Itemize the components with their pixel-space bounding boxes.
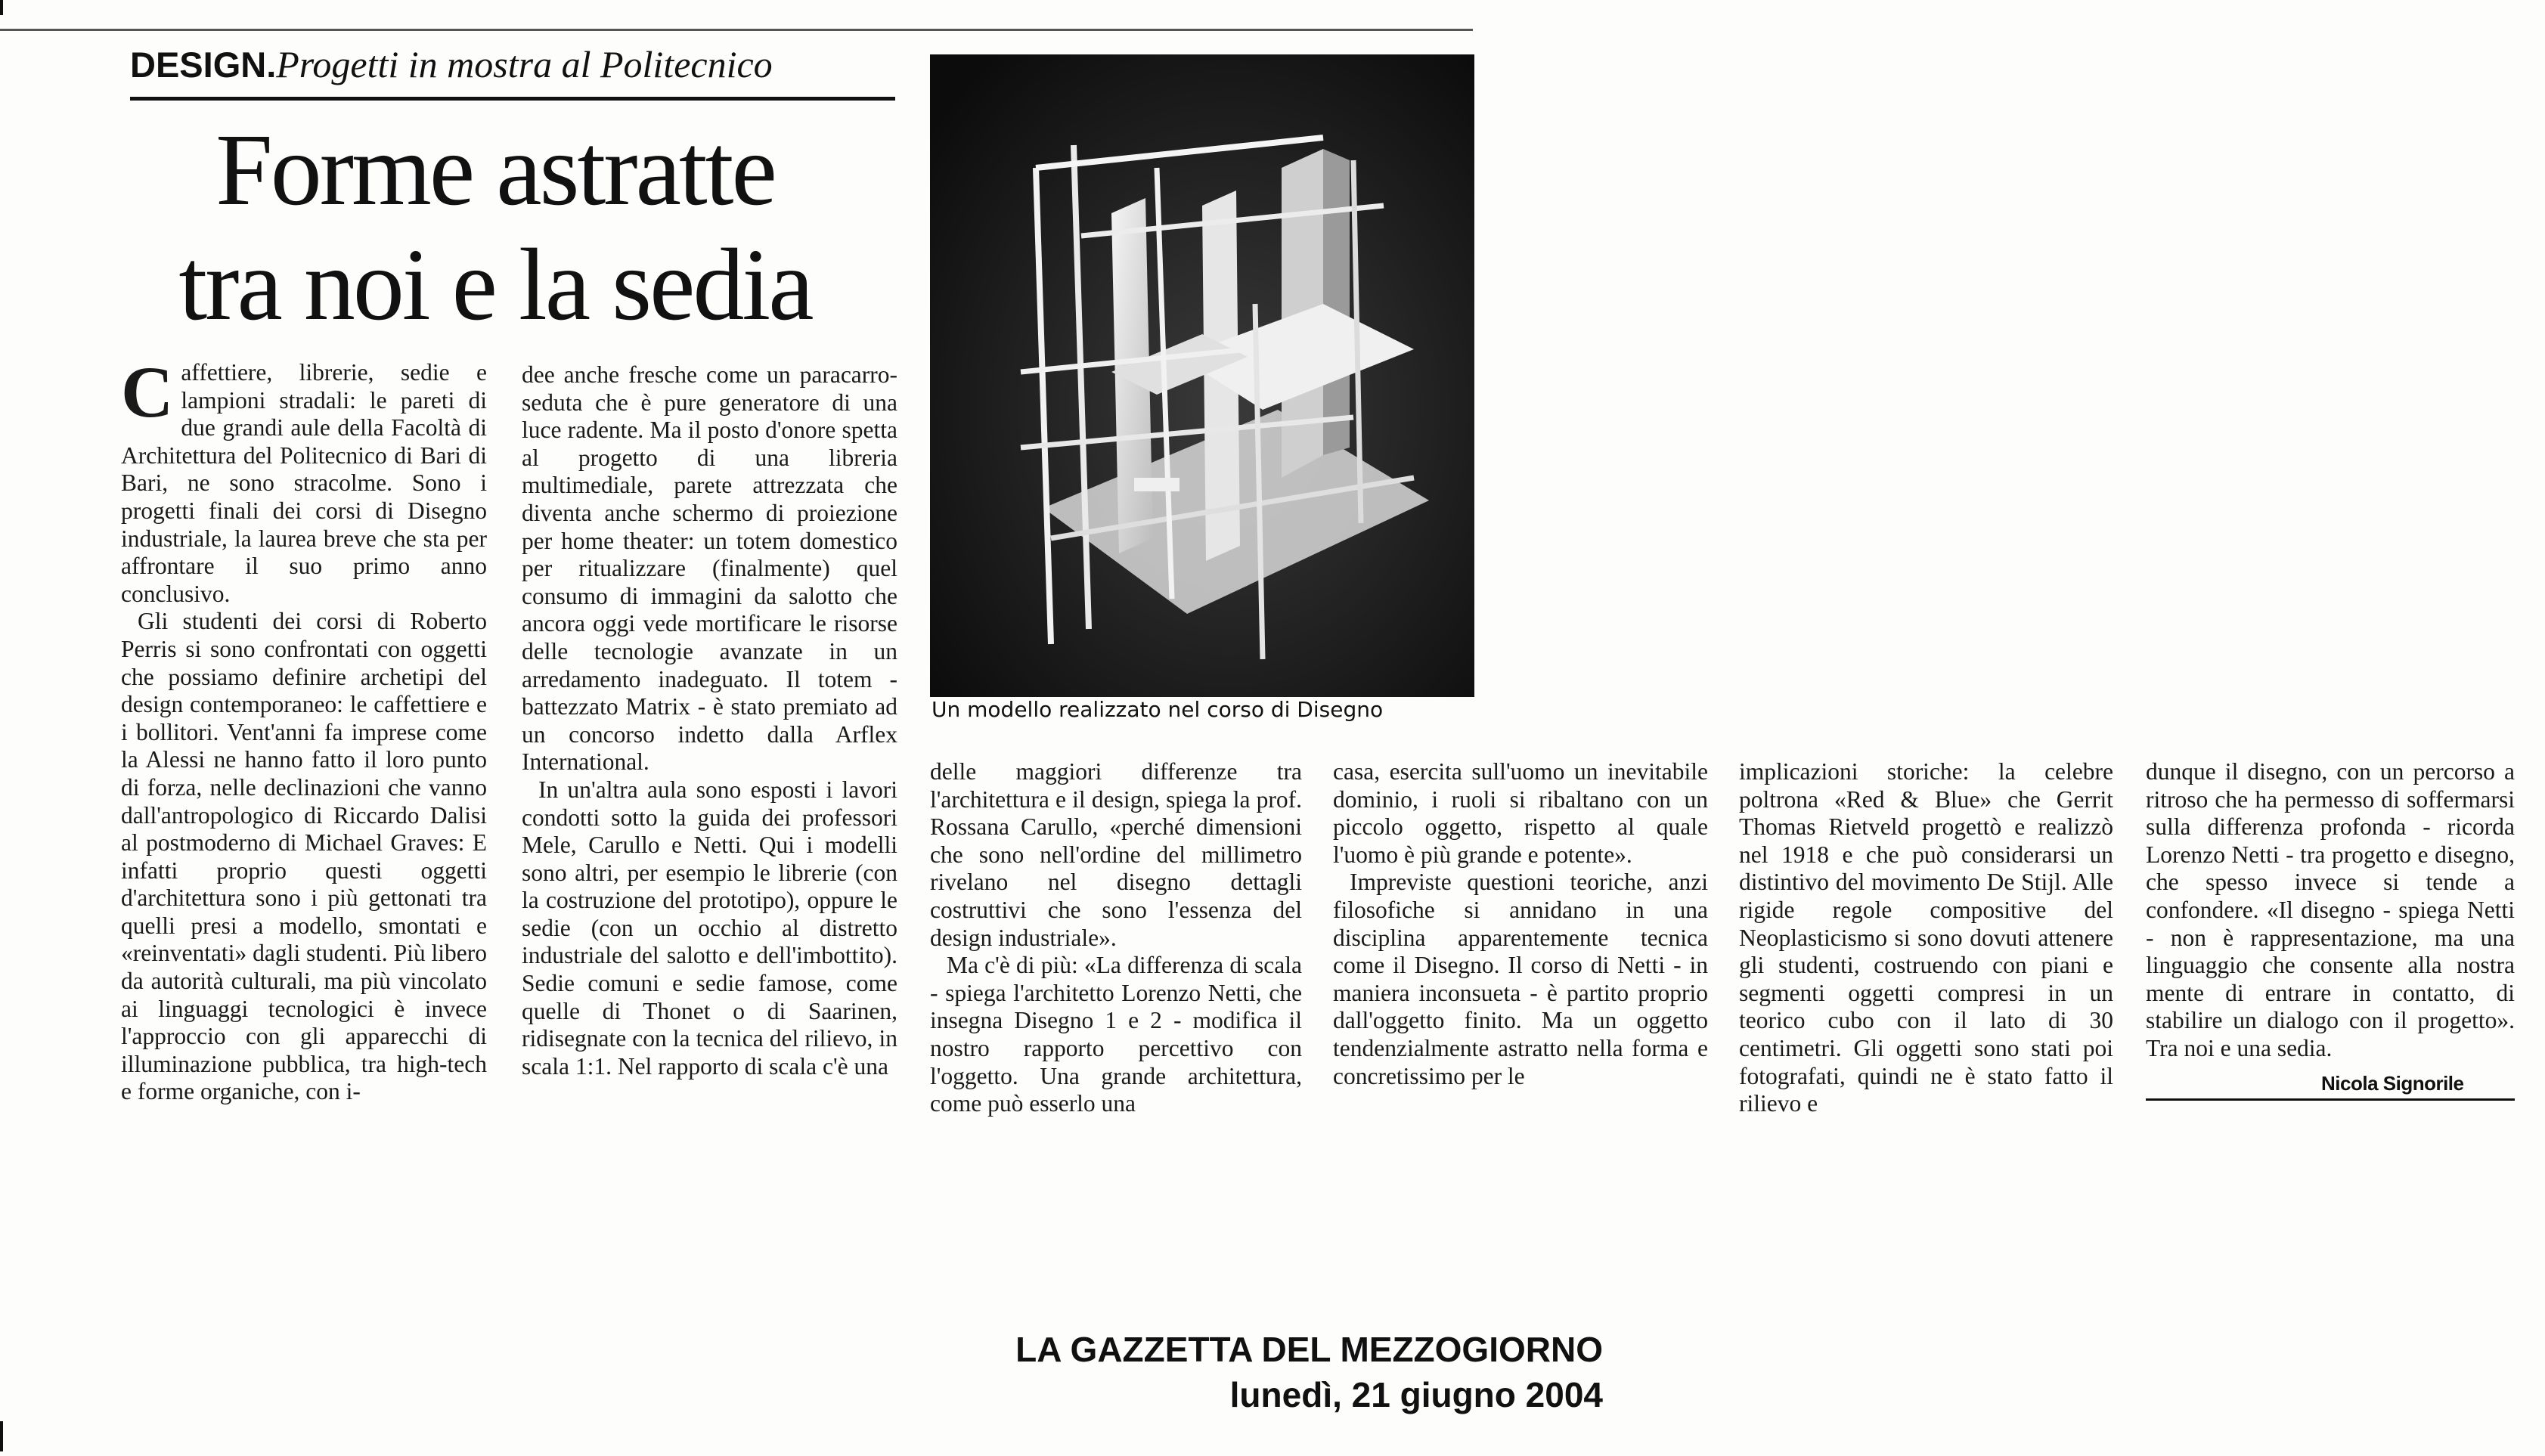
newspaper-name: LA GAZZETTA DEL MEZZOGIORNO [1015, 1330, 1603, 1369]
photo-caption: Un modello realizzato nel corso di Disegno [932, 697, 1384, 722]
kicker-subtitle: Progetti in mostra al Politecnico [276, 43, 773, 85]
paragraph-1-text: affettiere, librerie, sedie e lampioni stradali: le pareti di due grandi aule della Facoltà di Architettura del Politecnico di Bari di Bari, ne sono stracolme. Sono i progetti finali dei corsi di Disegno industriale, la laurea breve che sta per affrontare il suo primo anno conclusivo. [121, 359, 487, 607]
abstract-chair-model-image [930, 54, 1474, 697]
left-edge-mark [0, 0, 3, 15]
paragraph-4: In un'altra aula sono esposti i lavori condotti sotto la guida dei professori Mele, Carullo e Netti. Qui i modelli sono altri, per esempio le librerie (con la costruzione del prototipo), oppure le sedie (con un occhio al distretto industriale del salotto e dell'imbottito). Sedie comuni e sedie famose, come quelle di Thonet o di Saarinen, ridisegnate con la tecnica del rilievo, in scala 1:1. Nel rapporto di scala c'è una [522, 776, 897, 1080]
article-column-2 [522, 361, 897, 1080]
paragraph-3: dee anche fresche come un paracarro-seduta che è pure generatore di una luce radente. Ma il posto d'onore spetta al progetto di una libreria multimediale, parete attrezzata che diventa anche schermo di proiezione per home theater: un totem domestico per ritualizzare (finalmente) quel consumo di immagini da salotto che ancora oggi vede mortificare le risorse delle tecnologie avanzate in un arredamento inadeguato. Il totem - battezzato Matrix - è stato premiato ad un concorso indetto dalla Arflex International. [522, 361, 897, 776]
paragraph-10: dunque il disegno, con un percorso a ritroso che ha permesso di soffermarsi sulla differenza profonda - ricorda Lorenzo Netti - tra progetto e disegno, che spesso invece si tende a confondere. «Il disegno - spiega Netti - non è rappresentazione, ma una linguaggio che consente alla nostra mente di entrare in contatto, di stabilire un dialogo con il progetto». Tra noi e una sedia. [2146, 758, 2515, 1061]
article-photo [930, 54, 1474, 697]
kicker-section: DESIGN. [130, 45, 277, 85]
paragraph-7: casa, esercita sull'uomo un inevitabile dominio, i ruoli si ribaltano con un piccolo oggetto, rispetto al quale l'uomo è più grande e potente». [1333, 758, 1708, 868]
article-column-3 [930, 758, 1302, 1118]
paragraph-2: Gli studenti dei corsi di Roberto Perris si sono confrontati con oggetti che possiamo definire archetipi del design contemporaneo: le caffettiere e i bollitori. Vent'anni fa imprese come la Alessi ne hanno fatto il loro punto di forza, nelle declinazioni che vanno dall'antropologico di Riccardo Dalisi al postmoderno di Michael Graves: E infatti proprio questi oggetti d'architettura sono i più gettonati tra quelli presi a modello, smontati e «reinventati» dagli studenti. Più libero da autorità culturali, ma più vincolato ai linguaggi tecnologici è invece l'approccio con gli apparecchi di illuminazione pubblica, tra high-tech e forme organiche, con i- [121, 608, 487, 1105]
drop-cap: C [121, 352, 174, 432]
paragraph-5: delle maggiori differenze tra l'architettura e il design, spiega la prof. Rossana Carullo, «perché dimensioni che sono nell'ordine del millimetro rivelano nel disegno dettagli costruttivi che sono l'essenza del design industriale». [930, 758, 1302, 951]
byline-rule [2146, 1098, 2515, 1101]
paragraph-6: Ma c'è di più: «La differenza di scala - spiega l'architetto Lorenzo Netti, che insegna Disegno 1 e 2 - modifica il nostro rapporto percettivo con l'oggetto. Una grande architettura, come può esserlo una [930, 952, 1302, 1117]
top-rule [0, 29, 1473, 31]
byline: Nicola Signorile [2321, 1072, 2464, 1095]
article-column-1 [121, 352, 487, 1106]
headline-line-1: Forme astratte [215, 113, 775, 227]
article-column-4 [1333, 758, 1708, 1090]
article-column-5 [1739, 758, 2113, 1118]
left-edge-mark-bottom [0, 1421, 3, 1451]
paragraph-9: implicazioni storiche: la celebre poltrona «Red & Blue» che Gerrit Thomas Rietveld progettò e realizzò nel 1918 e che può considerarsi un distintivo del movimento De Stijl. Alle rigide regole compositive del Neoplasticismo si sono dovuti attenere gli studenti, costruendo con piani e segmenti oggetti compresi in un teorico cubo con il lato di 30 centimetri. Gli oggetti sono stati poi fotografati, quindi ne è stato fatto il rilievo e [1739, 758, 2113, 1117]
article-column-6 [2146, 758, 2515, 1063]
headline-line-2: tra noi e la sedia [178, 228, 812, 342]
kicker-underline [130, 97, 895, 101]
source-footer [862, 1327, 1603, 1417]
publication-date: lunedì, 21 giugno 2004 [1229, 1375, 1603, 1414]
paragraph-1 [121, 352, 487, 608]
paragraph-8: Impreviste questioni teoriche, anzi filosofiche si annidano in una disciplina apparentemente tecnica come il Disegno. Il corso di Netti - in maniera inconsueta - è partito proprio dall'oggetto finito. Ma un oggetto tendenzialmente astratto nella forma e concretissimo per le [1333, 869, 1708, 1089]
kicker [130, 42, 886, 95]
